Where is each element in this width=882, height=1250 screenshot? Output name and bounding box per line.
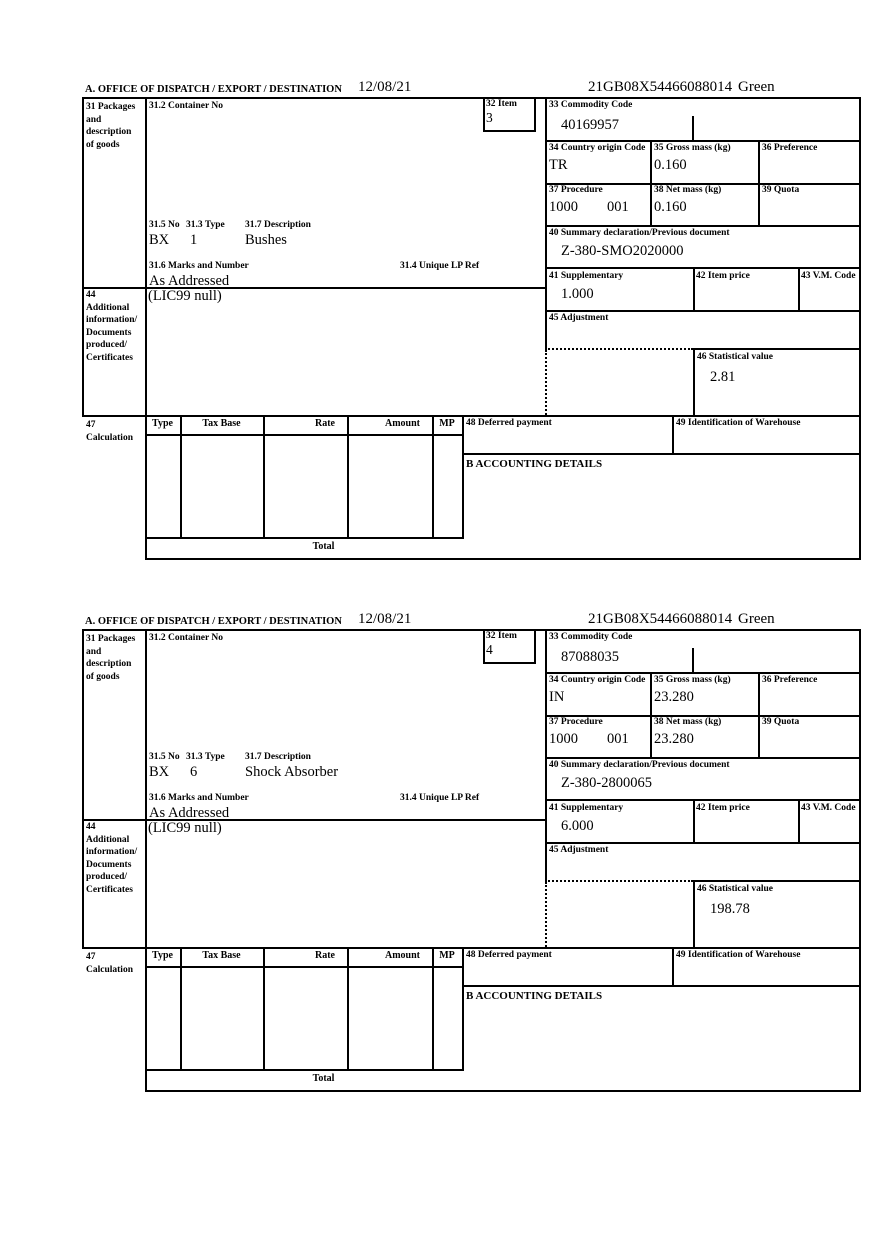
country-origin-label: 34 Country origin Code bbox=[549, 675, 646, 685]
net-mass-value: 23.280 bbox=[654, 731, 694, 747]
preference-label: 36 Preference bbox=[762, 143, 818, 153]
item-section bbox=[82, 610, 862, 1092]
routing-status: Green bbox=[738, 611, 775, 627]
line bbox=[145, 629, 147, 1092]
marks-number-value: As Addressed bbox=[149, 273, 230, 289]
line bbox=[462, 985, 861, 987]
line bbox=[758, 672, 760, 757]
package-no-label: 31.5 No bbox=[149, 752, 180, 762]
line bbox=[758, 140, 760, 225]
line bbox=[545, 757, 861, 759]
calc-col-rate: Rate bbox=[315, 418, 335, 429]
calc-col-tax-base: Tax Base bbox=[202, 418, 241, 429]
warehouse-id-label: 49 Identification of Warehouse bbox=[676, 950, 801, 960]
line bbox=[692, 648, 694, 672]
section-header bbox=[82, 78, 862, 97]
statistical-value: 2.81 bbox=[710, 369, 736, 385]
calc-col-mp: MP bbox=[439, 950, 455, 961]
line bbox=[534, 97, 536, 132]
line bbox=[145, 537, 464, 539]
calc-col-amount: Amount bbox=[384, 950, 420, 961]
line bbox=[145, 97, 147, 560]
line bbox=[483, 629, 485, 664]
line bbox=[483, 97, 485, 132]
goods-description-value: Bushes bbox=[245, 232, 287, 248]
gross-mass-label: 35 Gross mass (kg) bbox=[654, 143, 731, 153]
additional-info-label: 44 Additional information/ Documents produced/ Certificates bbox=[86, 822, 138, 895]
line bbox=[692, 116, 694, 140]
previous-document-label: 40 Summary declaration/Previous document bbox=[549, 760, 730, 770]
line bbox=[82, 97, 861, 99]
line bbox=[650, 672, 652, 757]
calc-total-label: Total bbox=[312, 1073, 335, 1084]
commodity-code-label: 33 Commodity Code bbox=[549, 632, 633, 642]
mrn-value: 21GB08X54466088014 bbox=[588, 611, 733, 627]
line bbox=[693, 799, 695, 842]
declaration-date: 12/08/21 bbox=[358, 611, 412, 627]
line bbox=[145, 1090, 861, 1092]
additional-info-label: 44 Additional information/ Documents produced/ Certificates bbox=[86, 290, 138, 363]
line bbox=[263, 947, 265, 1069]
package-no-value: BX bbox=[149, 764, 170, 780]
gross-mass-value: 23.280 bbox=[654, 689, 694, 705]
line bbox=[545, 225, 861, 227]
dotted-line bbox=[545, 350, 547, 415]
adjustment-label: 45 Adjustment bbox=[549, 845, 609, 855]
goods-description-label: 31.7 Description bbox=[245, 220, 311, 230]
item-number-label: 32 Item bbox=[486, 99, 517, 109]
line bbox=[347, 415, 349, 537]
line bbox=[145, 966, 464, 968]
net-mass-label: 38 Net mass (kg) bbox=[654, 717, 722, 727]
adjustment-label: 45 Adjustment bbox=[549, 313, 609, 323]
supplementary-value: 6.000 bbox=[561, 818, 594, 834]
item-price-label: 42 Item price bbox=[696, 803, 750, 813]
line bbox=[263, 415, 265, 537]
item-form-grid bbox=[82, 97, 861, 560]
line bbox=[82, 947, 861, 949]
line bbox=[693, 348, 695, 415]
line bbox=[798, 267, 800, 310]
line bbox=[432, 947, 434, 1069]
line bbox=[693, 880, 861, 882]
supplementary-label: 41 Supplementary bbox=[549, 271, 624, 281]
procedure-value: 1000 bbox=[549, 199, 578, 215]
packages-description-label: 31 Packages and description of goods bbox=[86, 102, 136, 150]
country-origin-value: IN bbox=[549, 689, 565, 705]
line bbox=[650, 140, 652, 225]
routing-status: Green bbox=[738, 79, 775, 95]
section-header bbox=[82, 610, 862, 629]
line bbox=[859, 629, 861, 1092]
gross-mass-label: 35 Gross mass (kg) bbox=[654, 675, 731, 685]
calc-col-mp: MP bbox=[439, 418, 455, 429]
line bbox=[145, 1069, 464, 1071]
line bbox=[462, 415, 464, 537]
mrn-value: 21GB08X54466088014 bbox=[588, 79, 733, 95]
line bbox=[145, 434, 464, 436]
line bbox=[545, 267, 861, 269]
marks-number-label: 31.6 Marks and Number bbox=[149, 261, 249, 271]
previous-document-value: Z-380-SMO2020000 bbox=[561, 243, 684, 259]
unique-lp-ref-label: 31.4 Unique LP Ref bbox=[400, 261, 480, 271]
procedure-label: 37 Procedure bbox=[549, 717, 603, 727]
country-origin-label: 34 Country origin Code bbox=[549, 143, 646, 153]
country-origin-value: TR bbox=[549, 157, 568, 173]
additional-info-value: (LIC99 null) bbox=[148, 288, 222, 304]
line bbox=[545, 799, 861, 801]
goods-description-value: Shock Absorber bbox=[245, 764, 339, 780]
calculation-label: 47 Calculation bbox=[86, 952, 133, 975]
line bbox=[545, 310, 861, 312]
line bbox=[180, 415, 182, 537]
vm-code-label: 43 V.M. Code bbox=[801, 271, 856, 281]
calc-col-type: Type bbox=[152, 418, 173, 429]
line bbox=[859, 97, 861, 560]
line bbox=[693, 348, 861, 350]
previous-document-value: Z-380-2800065 bbox=[561, 775, 653, 791]
accounting-details-label: B ACCOUNTING DETAILS bbox=[466, 990, 603, 1002]
package-type-value: 6 bbox=[190, 764, 198, 780]
line bbox=[145, 558, 861, 560]
deferred-payment-label: 48 Deferred payment bbox=[466, 950, 552, 960]
package-type-label: 31.3 Type bbox=[186, 220, 225, 230]
dotted-line bbox=[545, 880, 693, 882]
net-mass-value: 0.160 bbox=[654, 199, 687, 215]
line bbox=[545, 97, 547, 350]
calc-col-type: Type bbox=[152, 950, 173, 961]
commodity-code-value: 87088035 bbox=[561, 649, 619, 665]
line bbox=[347, 947, 349, 1069]
packages-description-label: 31 Packages and description of goods bbox=[86, 634, 136, 682]
office-of-dispatch-label: A. OFFICE OF DISPATCH / EXPORT / DESTINATION bbox=[85, 616, 342, 627]
supplementary-value: 1.000 bbox=[561, 286, 594, 302]
procedure-label: 37 Procedure bbox=[549, 185, 603, 195]
preference-label: 36 Preference bbox=[762, 675, 818, 685]
warehouse-id-label: 49 Identification of Warehouse bbox=[676, 418, 801, 428]
calc-total-label: Total bbox=[312, 541, 335, 552]
line bbox=[534, 629, 536, 664]
office-of-dispatch-label: A. OFFICE OF DISPATCH / EXPORT / DESTINATION bbox=[85, 84, 342, 95]
procedure-value-2: 001 bbox=[607, 731, 629, 747]
item-price-label: 42 Item price bbox=[696, 271, 750, 281]
item-section bbox=[82, 78, 862, 560]
line bbox=[82, 97, 84, 417]
line bbox=[693, 880, 695, 947]
accounting-details-label: B ACCOUNTING DETAILS bbox=[466, 458, 603, 470]
dotted-line bbox=[545, 882, 547, 947]
line bbox=[82, 415, 861, 417]
procedure-value-2: 001 bbox=[607, 199, 629, 215]
commodity-code-label: 33 Commodity Code bbox=[549, 100, 633, 110]
line bbox=[545, 629, 547, 882]
calc-col-tax-base: Tax Base bbox=[202, 950, 241, 961]
item-number-label: 32 Item bbox=[486, 631, 517, 641]
container-no-label: 31.2 Container No bbox=[149, 101, 223, 111]
line bbox=[462, 947, 464, 1069]
line bbox=[545, 842, 861, 844]
line bbox=[82, 629, 84, 949]
line bbox=[693, 267, 695, 310]
statistical-value-label: 46 Statistical value bbox=[697, 352, 773, 362]
line bbox=[483, 130, 536, 132]
package-type-label: 31.3 Type bbox=[186, 752, 225, 762]
item-number-value: 3 bbox=[486, 110, 493, 125]
deferred-payment-label: 48 Deferred payment bbox=[466, 418, 552, 428]
gross-mass-value: 0.160 bbox=[654, 157, 687, 173]
unique-lp-ref-label: 31.4 Unique LP Ref bbox=[400, 793, 480, 803]
net-mass-label: 38 Net mass (kg) bbox=[654, 185, 722, 195]
line bbox=[483, 662, 536, 664]
marks-number-value: As Addressed bbox=[149, 805, 230, 821]
line bbox=[82, 629, 861, 631]
supplementary-label: 41 Supplementary bbox=[549, 803, 624, 813]
line bbox=[545, 140, 861, 142]
marks-number-label: 31.6 Marks and Number bbox=[149, 793, 249, 803]
calculation-label: 47 Calculation bbox=[86, 420, 133, 443]
item-number-value: 4 bbox=[486, 642, 493, 657]
package-no-label: 31.5 No bbox=[149, 220, 180, 230]
item-form-grid bbox=[82, 629, 861, 1092]
line bbox=[462, 453, 861, 455]
container-no-label: 31.2 Container No bbox=[149, 633, 223, 643]
additional-info-value: (LIC99 null) bbox=[148, 820, 222, 836]
commodity-code-value: 40169957 bbox=[561, 117, 619, 133]
line bbox=[672, 947, 674, 987]
quota-label: 39 Quota bbox=[762, 185, 800, 195]
line bbox=[672, 415, 674, 455]
quota-label: 39 Quota bbox=[762, 717, 800, 727]
previous-document-label: 40 Summary declaration/Previous document bbox=[549, 228, 730, 238]
line bbox=[432, 415, 434, 537]
line bbox=[180, 947, 182, 1069]
vm-code-label: 43 V.M. Code bbox=[801, 803, 856, 813]
procedure-value: 1000 bbox=[549, 731, 578, 747]
dotted-line bbox=[545, 348, 693, 350]
goods-description-label: 31.7 Description bbox=[245, 752, 311, 762]
calc-col-amount: Amount bbox=[384, 418, 420, 429]
line bbox=[545, 672, 861, 674]
package-no-value: BX bbox=[149, 232, 170, 248]
declaration-date: 12/08/21 bbox=[358, 79, 412, 95]
statistical-value: 198.78 bbox=[710, 901, 750, 917]
calc-col-rate: Rate bbox=[315, 950, 335, 961]
line bbox=[798, 799, 800, 842]
statistical-value-label: 46 Statistical value bbox=[697, 884, 773, 894]
package-type-value: 1 bbox=[190, 232, 198, 248]
